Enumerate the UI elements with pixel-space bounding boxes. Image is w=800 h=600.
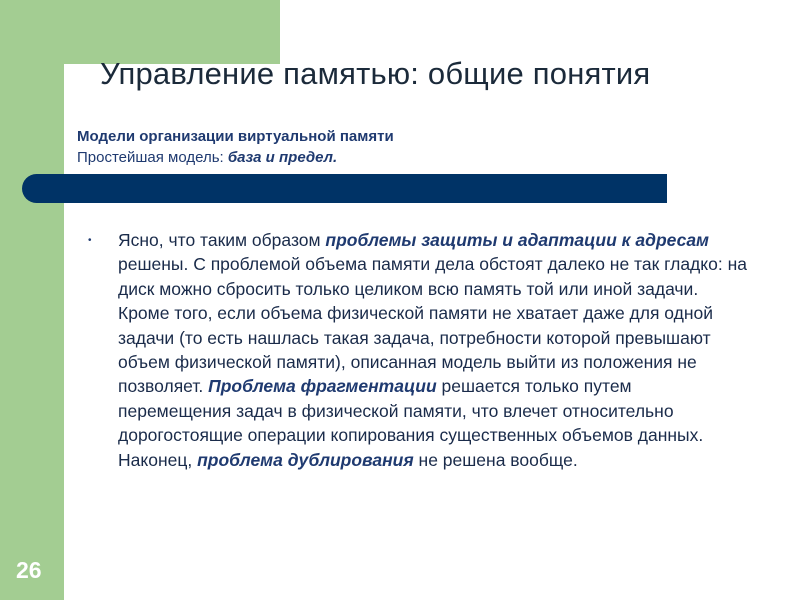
subheading-line-2-prefix: Простейшая модель:: [77, 149, 228, 166]
left-accent-bar: [0, 0, 64, 600]
paragraph-segment: решены. С проблемой объема памяти дела обстоят далеко не так гладко: на диск можно сбросить только целиком всю память той или иной задачи. Кроме того, если объема физической памяти не хватает даже для одной задачи (то есть нашлась такая задача, потребности которой превышают объем физической памяти), описанная модель выйти из положения не позволяет.: [118, 254, 747, 397]
paragraph-segment: не решена вообще.: [413, 449, 578, 470]
paragraph-emphasis-protection: проблемы защиты и адаптации к адресам: [325, 230, 709, 250]
bullet-paragraph: [118, 228, 748, 472]
header-divider-band: [22, 174, 667, 203]
top-accent-block: [64, 0, 280, 64]
bullet-item: [88, 228, 748, 472]
paragraph-segment: Ясно, что таким образом: [118, 230, 326, 250]
slide-subheading: [77, 126, 394, 168]
paragraph-emphasis-duplication: проблема дублирования: [197, 449, 414, 470]
slide-content: [88, 228, 748, 472]
subheading-line-2: [77, 147, 394, 168]
page-number: 26: [16, 557, 42, 583]
subheading-line-2-emphasis: база и предел.: [227, 149, 338, 166]
subheading-line-1: Модели организации виртуальной памяти: [77, 128, 394, 145]
bullet-marker: •: [88, 235, 92, 246]
paragraph-emphasis-fragmentation: Проблема фрагментации: [208, 376, 437, 397]
paragraph-segment: решается только путем перемещения задач в физической памяти, что влечет относительно дорогостоящие операции копирования существенных объемов данных. Наконец,: [118, 376, 704, 470]
slide-title: Управление памятью: общие понятия: [100, 56, 651, 91]
